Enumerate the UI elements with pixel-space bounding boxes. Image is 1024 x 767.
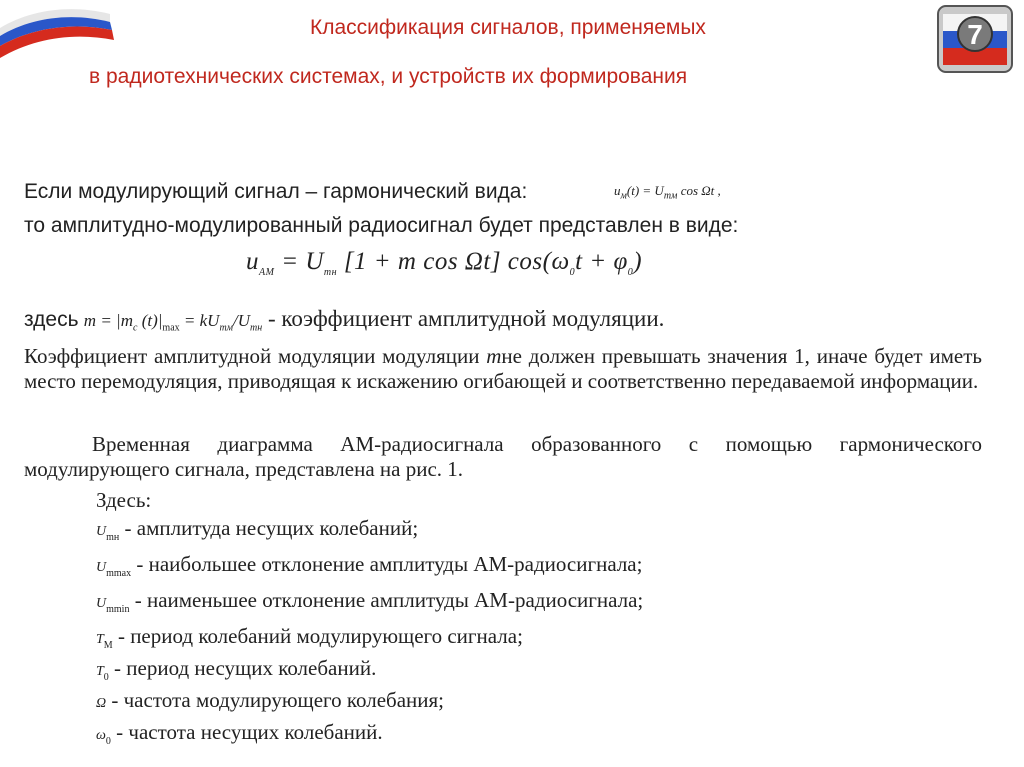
definition-text: - наибольшее отклонение амплитуды АМ-радиосигнала; <box>131 552 643 576</box>
definition-text: - частота модулирующего колебания; <box>106 688 444 712</box>
definition-symbol: T <box>96 632 104 647</box>
definition-text: - период несущих колебаний. <box>108 656 377 680</box>
definition-symbol: U <box>96 524 107 539</box>
intro-line-2: то амплитудно-модулированный радиосигнал будет представлен в виде: <box>24 214 739 237</box>
definition-item <box>96 552 642 579</box>
paragraph-overmodulation: Коэффициент амплитудной модуляции модуляции mне должен превышать значения 1, иначе будет иметь место перемодуляция, приводящая к искажению огибающей и соответственно передаваемой информации. <box>24 344 982 393</box>
definition-symbol-subscript: mmin <box>106 604 130 616</box>
definition-symbol: U <box>96 560 107 575</box>
definition-symbol: ω <box>96 728 106 743</box>
definition-symbol: U <box>96 596 107 611</box>
slide-number: 7 <box>967 19 983 50</box>
definition-symbol-subscript: 0 <box>105 736 111 748</box>
definition-text: - наименьшее отклонение амплитуды АМ-радиосигнала; <box>129 588 644 612</box>
modulation-coefficient-line: здесь $m = |m_c$ $(t)|_{max} = kU_{mм}/U_{mн}$ - коэффициент амплитудной модуляции. <box>24 306 665 334</box>
flag-ribbon-decoration <box>0 0 150 70</box>
definition-symbol-subscript: M <box>103 640 113 652</box>
modulation-coefficient-formula: $m = |m_c$ $(t)|_{max} = kU_{mм}/U_{mн}$ <box>83 311 263 334</box>
slide-title-line-1: Классификация сигналов, применяемых <box>310 16 706 39</box>
definition-item <box>96 624 523 651</box>
intro-line-1: Если модулирующий сигнал – гармонический вида: <box>24 180 528 203</box>
definition-item <box>96 688 444 715</box>
definition-item <box>96 588 643 615</box>
definition-symbol-subscript: 0 <box>103 672 109 684</box>
am-signal-formula: $u_{AM} = U_{mн}$ [1 + m cos Ωt] $\cos(\omega_0t + \varphi_0)$ <box>246 248 643 278</box>
here-label: Здесь: <box>96 488 152 512</box>
slide-number-badge <box>936 4 1014 74</box>
definition-symbol-subscript: mmax <box>106 568 132 580</box>
definition-item <box>96 720 383 747</box>
definition-symbol-subscript: mн <box>106 532 120 544</box>
harmonic-signal-formula: $u_м(t) = U_{mм}$ cos Ωt , <box>614 183 721 202</box>
definition-item <box>96 656 376 683</box>
definition-text: - частота несущих колебаний. <box>110 720 383 744</box>
definition-symbol: T <box>96 664 104 679</box>
slide-title-line-2: в радиотехнических системах, и устройств их формирования <box>89 65 688 88</box>
definition-text: - амплитуда несущих колебаний; <box>119 516 419 540</box>
definition-item <box>96 516 418 543</box>
definition-symbol: Ω <box>96 696 107 711</box>
paragraph-time-diagram: Временная диаграмма АМ-радиосигнала образованного с помощью гармонического модулирующего сигнала, представлена на рис. 1. <box>24 432 982 481</box>
definition-text: - период колебаний модулирующего сигнала; <box>112 624 523 648</box>
